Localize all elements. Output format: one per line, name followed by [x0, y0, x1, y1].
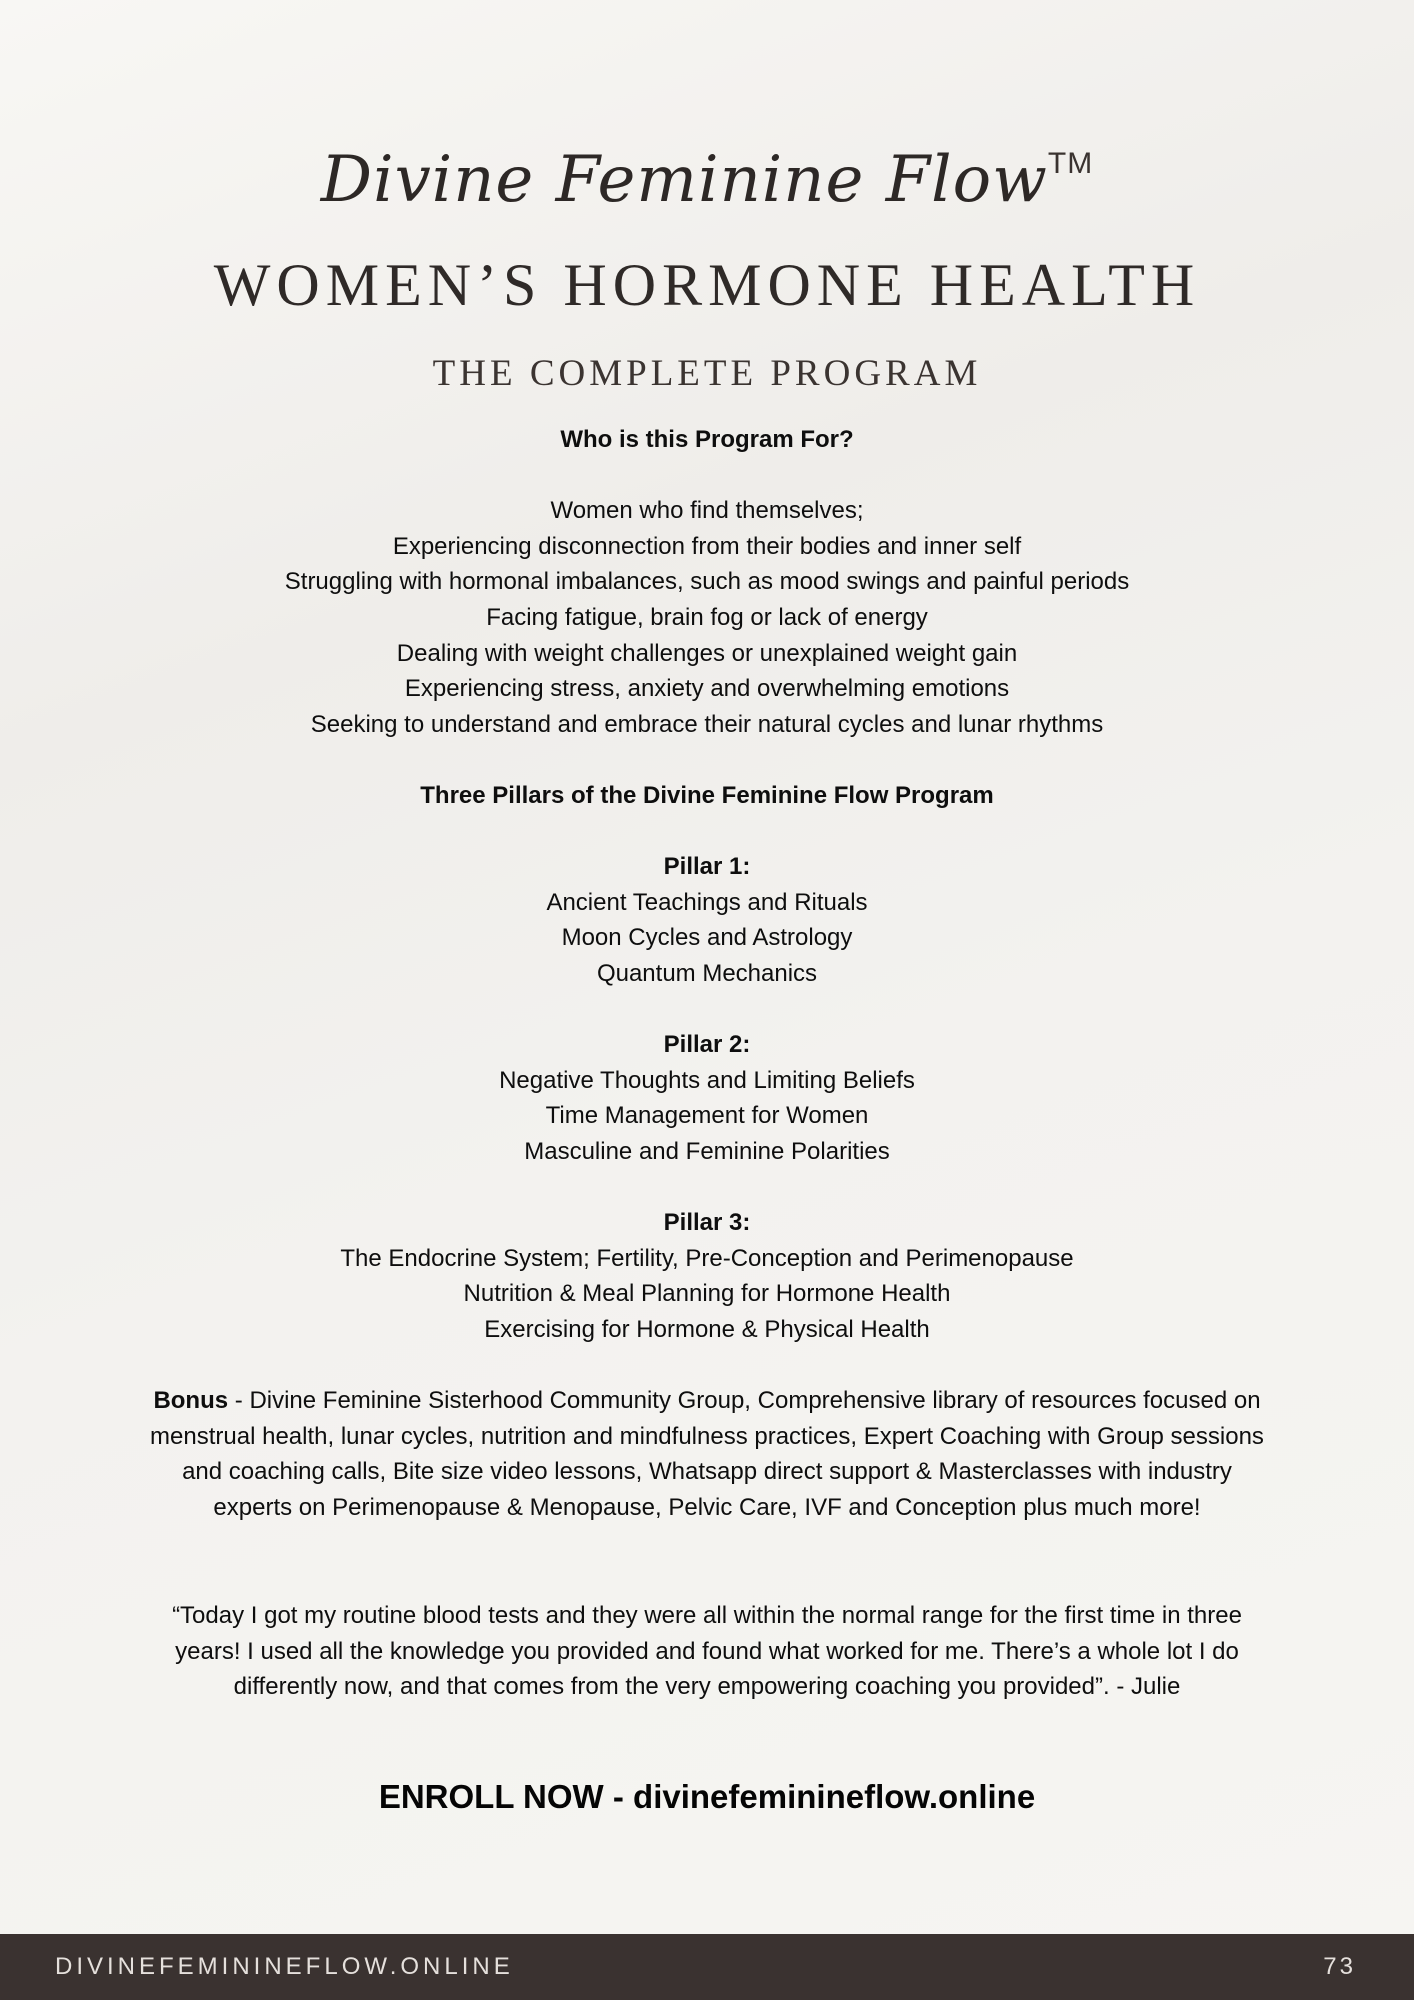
audience-intro: Women who find themselves;	[550, 497, 864, 525]
bonus-paragraph	[140, 1383, 1274, 1525]
footer-site-link[interactable]: DIVINEFEMININEFLOW.ONLINE	[55, 1953, 514, 1980]
audience-item: Seeking to understand and embrace their natural cycles and lunar rhythms	[310, 710, 1104, 738]
pillar-item: The Endocrine System; Fertility, Pre-Conception and Perimenopause	[340, 1244, 1074, 1272]
enroll-cta[interactable]: ENROLL NOW - divinefeminineflow.online	[378, 1778, 1036, 1815]
trademark-symbol: TM	[1047, 147, 1094, 180]
pillar-item: Masculine and Feminine Polarities	[524, 1137, 890, 1165]
audience-heading: Who is this Program For?	[560, 426, 854, 453]
pillar-title: Pillar 1:	[663, 853, 751, 881]
audience-item: Experiencing stress, anxiety and overwhelming emotions	[404, 675, 1010, 703]
script-title-text: Divine Feminine Flow	[320, 143, 1048, 217]
pillar-title: Pillar 3:	[663, 1209, 751, 1237]
script-title	[0, 143, 1414, 217]
audience-item: Struggling with hormonal imbalances, such as mood swings and painful periods	[284, 568, 1130, 596]
footer-bar	[0, 1934, 1414, 2000]
pillar-item: Nutrition & Meal Planning for Hormone Health	[463, 1280, 951, 1308]
bonus-text: - Divine Feminine Sisterhood Community Group, Comprehensive library of resources focused on menstrual health, lunar cycles, nutrition and mindfulness practices, Expert Coaching with Group sessions and coaching calls, Bite size video lessons, Whatsapp direct support & Masterclasses with industry experts on Perimenopause & Menopause, Pelvic Care, IVF and Conception plus much more!	[150, 1387, 1264, 1521]
testimonial: “Today I got my routine blood tests and they were all within the normal range for the first time in three years! I used all the knowledge you provided and found what worked for me. There’s a whole lot I do differently now, and that comes from the very empowering coaching you provided”. - Julie	[172, 1602, 1242, 1701]
audience-section	[0, 422, 1414, 1347]
pillar-item: Ancient Teachings and Rituals	[546, 888, 868, 916]
pillar-item: Moon Cycles and Astrology	[561, 924, 853, 952]
pillar-item: Time Management for Women	[545, 1102, 869, 1130]
page-number: 73	[1323, 1953, 1356, 1980]
pillar-title: Pillar 2:	[663, 1031, 751, 1059]
pillars-heading: Three Pillars of the Divine Feminine Flow Program	[420, 781, 994, 809]
pillar-item: Quantum Mechanics	[596, 959, 818, 987]
audience-item: Experiencing disconnection from their bodies and inner self	[392, 532, 1022, 560]
main-title: WOMEN’S HORMONE HEALTH	[213, 252, 1201, 318]
sub-title: THE COMPLETE PROGRAM	[432, 353, 982, 394]
audience-item: Facing fatigue, brain fog or lack of energy	[486, 603, 928, 631]
audience-item: Dealing with weight challenges or unexplained weight gain	[396, 639, 1018, 667]
pillar-item: Exercising for Hormone & Physical Health	[484, 1315, 930, 1343]
pillar-item: Negative Thoughts and Limiting Beliefs	[499, 1066, 915, 1094]
bonus-label: Bonus	[153, 1387, 229, 1414]
